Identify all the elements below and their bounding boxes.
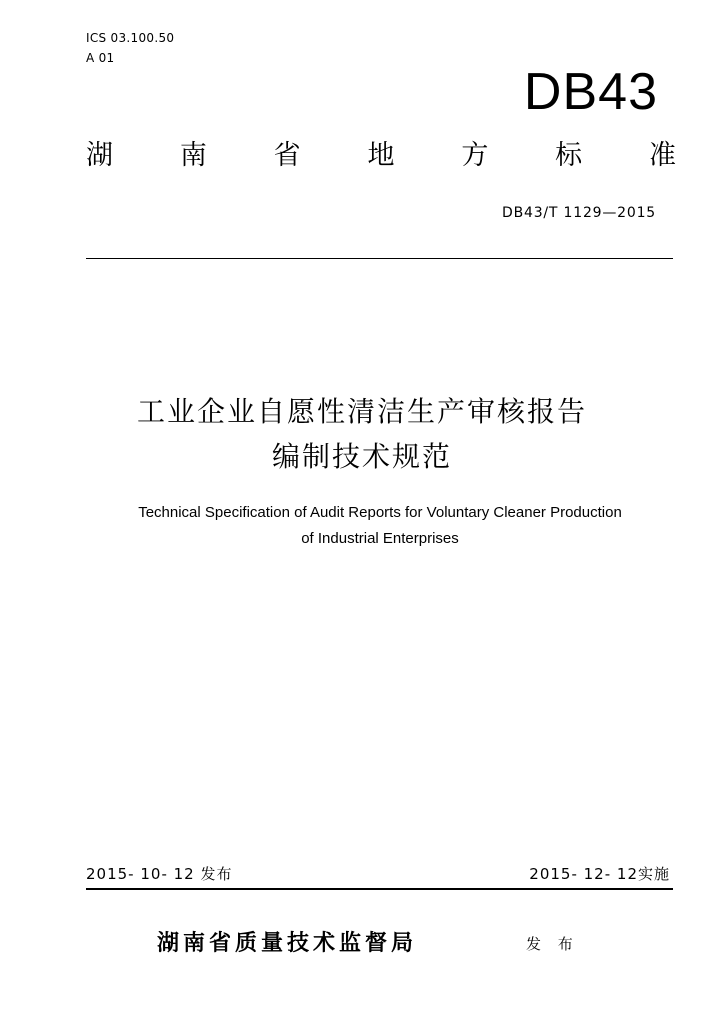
implementation-date: 2015- 12- 12实施: [529, 865, 670, 883]
classification-code: A 01: [86, 51, 115, 65]
standard-type-char: 南: [179, 140, 207, 171]
top-divider: [86, 258, 673, 259]
issue-label: 发 布: [526, 935, 579, 953]
title-en-line1: Technical Specification of Audit Reports for Voluntary Cleaner Production: [138, 504, 622, 521]
title-cn-line2: 编制技术规范: [271, 440, 452, 473]
standard-type: [86, 140, 676, 172]
bottom-divider: [86, 888, 673, 890]
standard-type-char: 标: [555, 140, 583, 171]
standard-type-char: 准: [648, 140, 676, 171]
title-cn-line1: 工业企业自愿性清洁生产审核报告: [136, 395, 587, 428]
standard-type-char: 湖: [86, 140, 113, 171]
standard-number: DB43/T 1129—2015: [502, 205, 656, 221]
standard-type-char: 方: [461, 140, 489, 171]
standard-type-char: 地: [367, 140, 395, 171]
issue-date: 2015- 10- 12 发布: [86, 865, 233, 883]
db-code: DB43: [523, 63, 658, 121]
issuing-authority: 湖南省质量技术监督局: [157, 931, 418, 956]
title-en-line2: of Industrial Enterprises: [301, 530, 459, 547]
ics-code: ICS 03.100.50: [86, 31, 175, 45]
standard-type-char: 省: [273, 140, 301, 171]
